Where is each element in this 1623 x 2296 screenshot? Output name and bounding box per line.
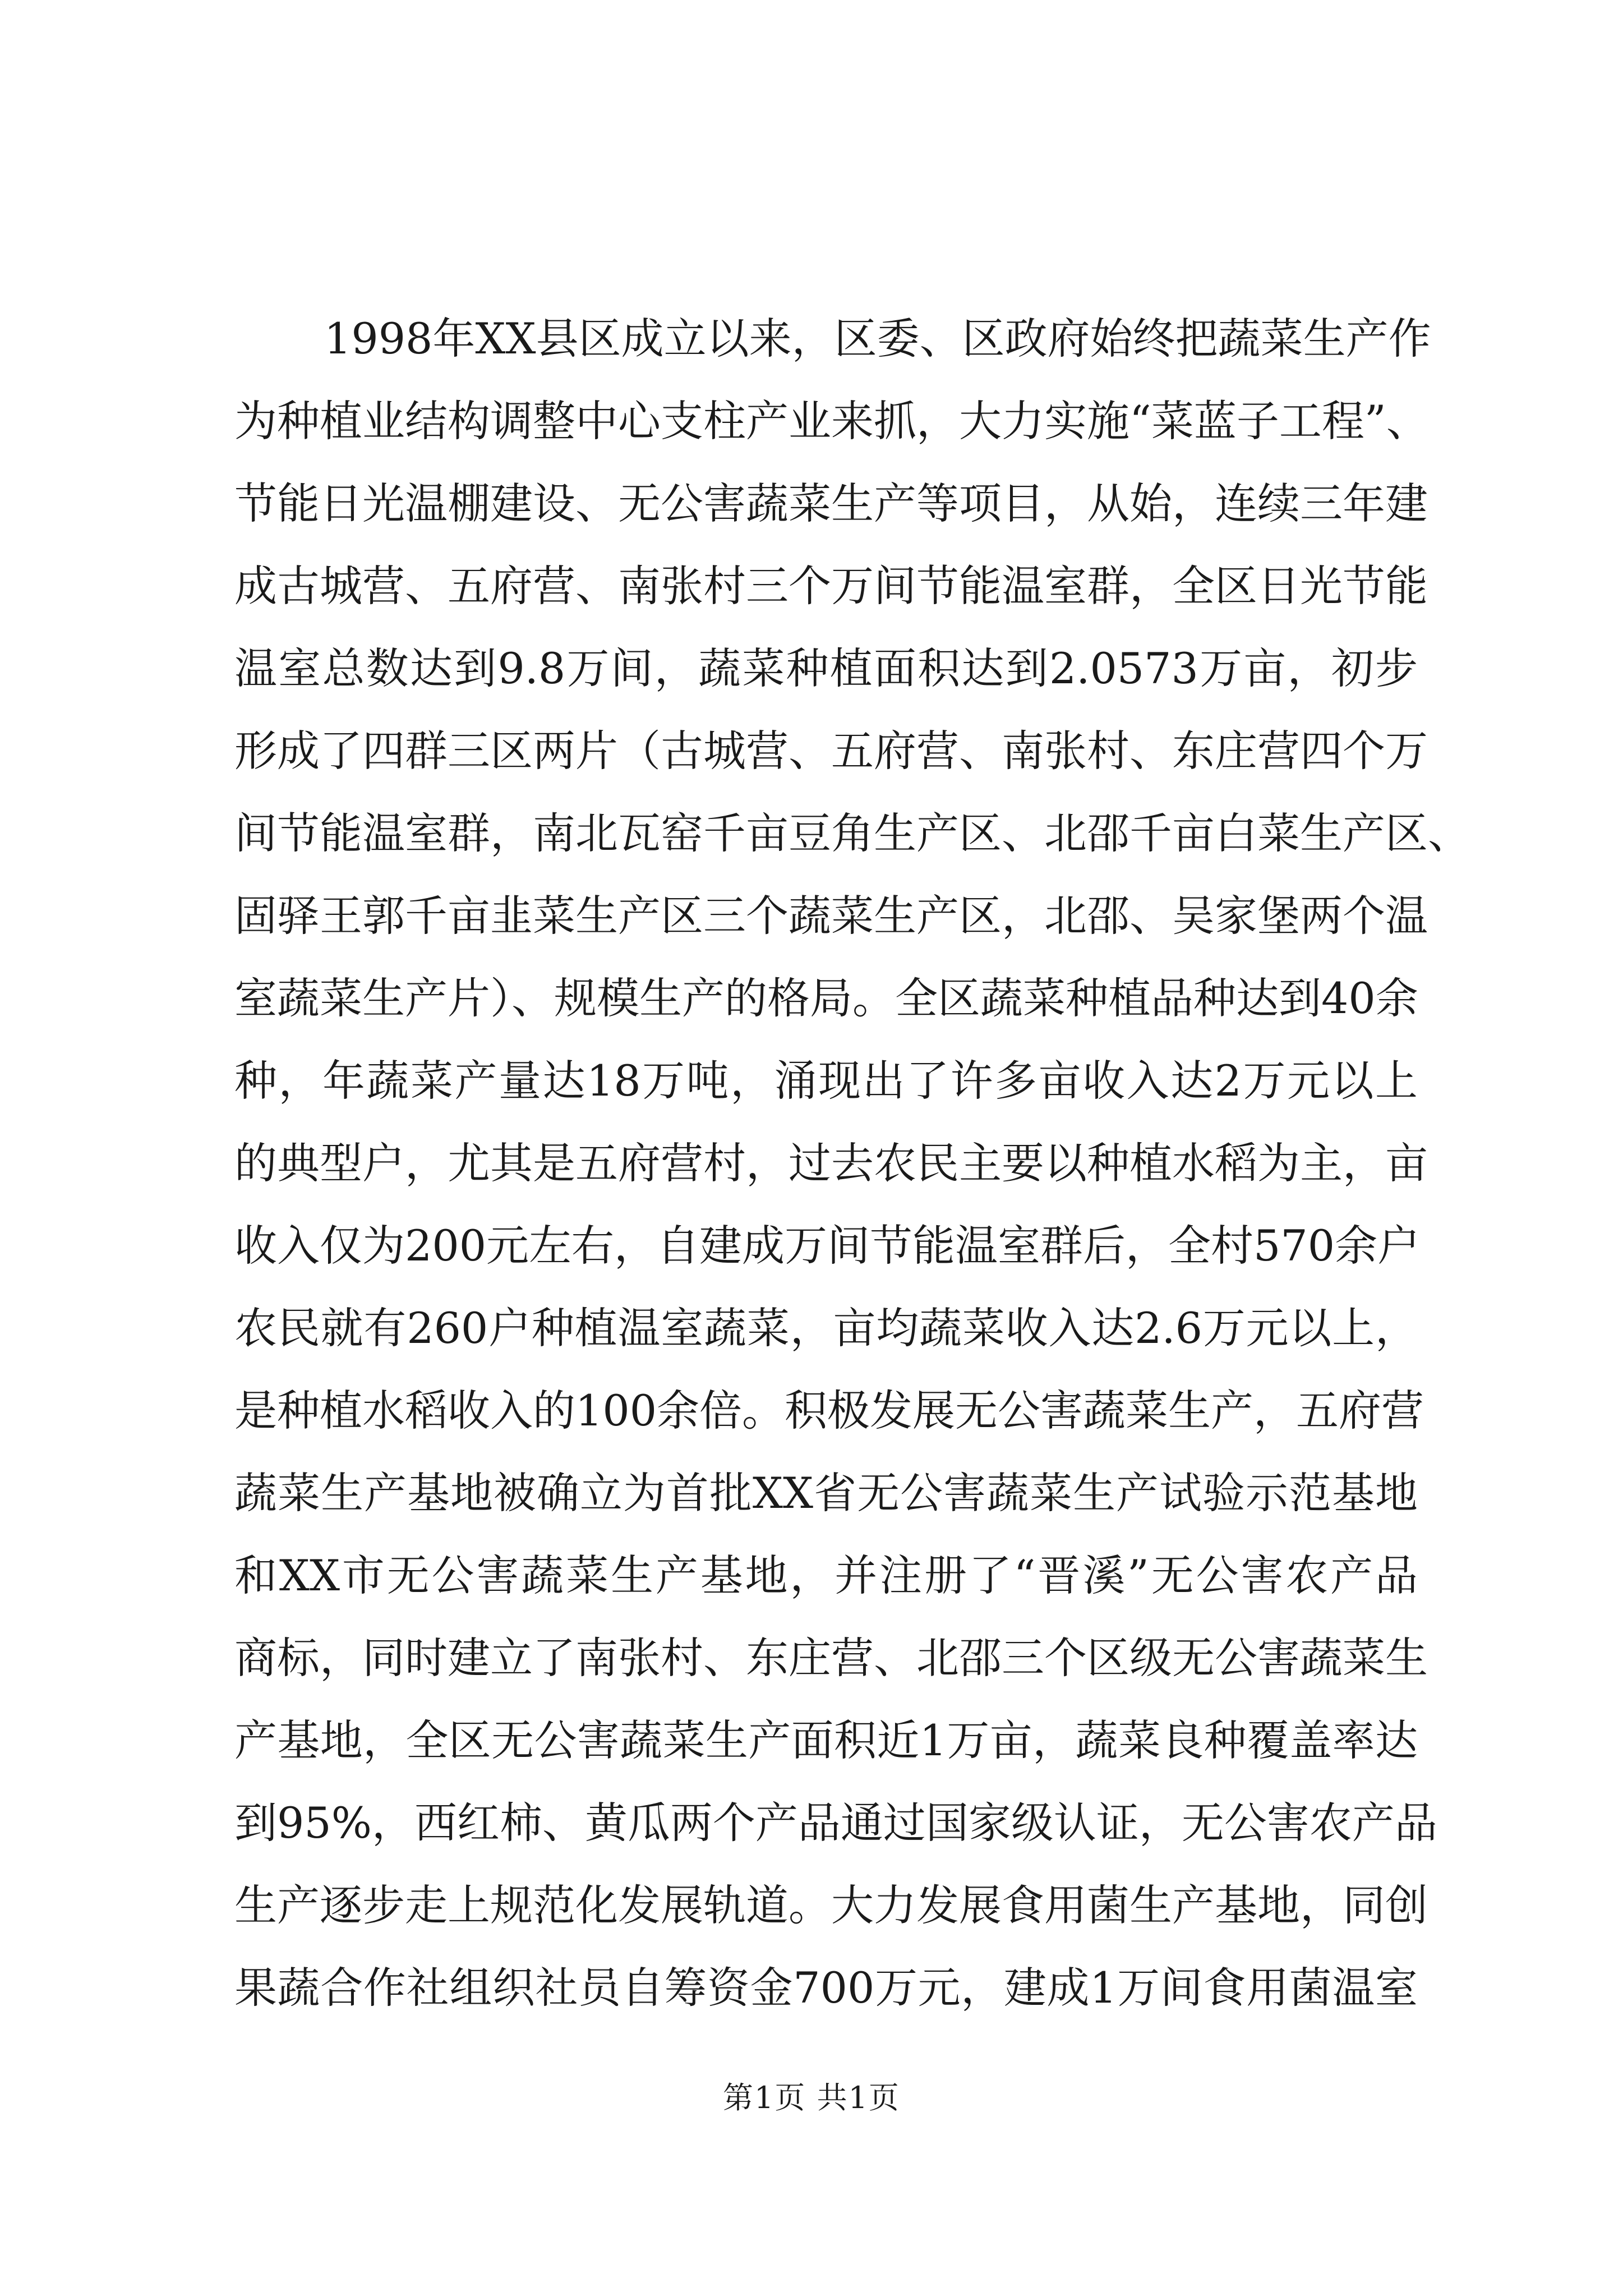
text-line: 收入仅为200元左右，自建成万间节能温室群后，全村570余户 — [234, 1221, 1421, 1271]
text-line: 农民就有260户种植温室蔬菜，亩均蔬菜收入达2.6万元以上， — [234, 1303, 1418, 1353]
text-line: 室蔬菜生产片）、规模生产的格局。全区蔬菜种植品种达到40余 — [234, 973, 1418, 1023]
text-line: 是种植水稻收入的100余倍。积极发展无公害蔬菜生产，五府营 — [234, 1386, 1424, 1435]
text-line: 果蔬合作社组织社员自筹资金700万元，建成1万间食用菌温室 — [234, 1963, 1418, 2013]
text-line: 1998年XX县区成立以来，区委、区政府始终把蔬菜生产作 — [324, 314, 1431, 364]
text-line: 形成了四群三区两片（古城营、五府营、南张村、东庄营四个万 — [234, 726, 1428, 776]
text-line: 温室总数达到9.8万间，蔬菜种植面积达到2.0573万亩，初步 — [234, 643, 1418, 693]
text-line: 到95%，西红柿、黄瓜两个产品通过国家级认证，无公害农产品 — [234, 1798, 1437, 1848]
text-line: 产基地，全区无公害蔬菜生产面积近1万亩，蔬菜良种覆盖率达 — [234, 1715, 1418, 1765]
page-number-footer: 第1页 共1页 — [723, 2080, 900, 2115]
text-line: 节能日光温棚建设、无公害蔬菜生产等项目，从始，连续三年建 — [234, 478, 1428, 528]
text-line: 间节能温室群，南北瓦窑千亩豆角生产区、北邵千亩白菜生产区、 — [234, 808, 1470, 858]
text-line: 生产逐步走上规范化发展轨道。大力发展食用菌生产基地，同创 — [234, 1880, 1428, 1930]
text-line: 蔬菜生产基地被确立为首批XX省无公害蔬菜生产试验示范基地 — [234, 1468, 1418, 1518]
text-line: 的典型户，尤其是五府营村，过去农民主要以种植水稻为主，亩 — [234, 1138, 1428, 1188]
body-paragraph — [234, 297, 1470, 2029]
text-line: 和XX市无公害蔬菜生产基地，并注册了“晋溪”无公害农产品 — [234, 1550, 1418, 1600]
text-line: 为种植业结构调整中心支柱产业来抓，大力实施“菜蓝子工程”、 — [234, 396, 1429, 446]
text-line: 商标，同时建立了南张村、东庄营、北邵三个区级无公害蔬菜生 — [234, 1633, 1428, 1683]
text-line: 固驿王郭千亩韭菜生产区三个蔬菜生产区，北邵、吴家堡两个温 — [234, 891, 1428, 941]
text-line: 成古城营、五府营、南张村三个万间节能温室群，全区日光节能 — [234, 561, 1428, 611]
text-line: 种，年蔬菜产量达18万吨，涌现出了许多亩收入达2万元以上 — [234, 1056, 1418, 1106]
